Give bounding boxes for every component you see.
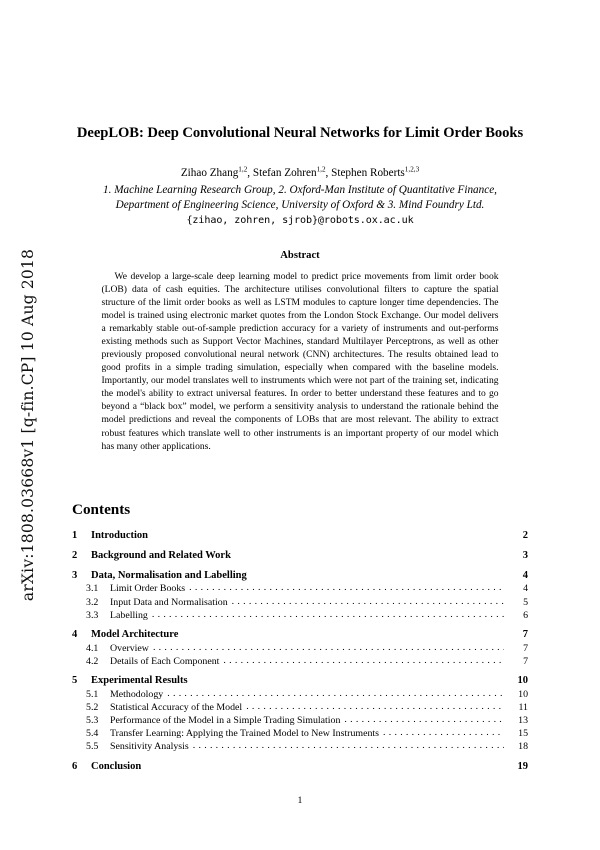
toc-entry-page: 19	[517, 760, 528, 772]
toc-entry-title: Limit Order Books	[110, 583, 186, 595]
toc-entry-number: 5.5	[86, 741, 99, 753]
author-separator: ,	[247, 167, 253, 180]
toc-entry-title: Labelling	[110, 609, 148, 621]
toc-entry-page: 10	[517, 675, 528, 687]
affiliation-line-1: 1. Machine Learning Research Group, 2. Oxford-Man Institute of Quantitative Finance,	[103, 183, 497, 196]
author-affil-marks: 1,2	[316, 165, 326, 174]
arxiv-identifier-stamp	[0, 0, 56, 850]
toc-leader-dots	[223, 656, 504, 666]
toc-row-subsection[interactable]	[60, 703, 528, 713]
toc-row-section[interactable]	[60, 531, 528, 542]
author-entry	[253, 167, 326, 179]
author-name: Stephen Roberts	[331, 167, 405, 180]
toc-entry-page: 2	[522, 529, 528, 541]
toc-entry-page: 7	[523, 655, 528, 667]
toc-entry-number: 5.3	[86, 715, 99, 727]
toc-entry-page: 10	[518, 688, 528, 700]
toc-entry-title: Details of Each Component	[110, 655, 220, 667]
toc-entry-page: 4	[523, 583, 528, 595]
toc-entry-number: 5.1	[86, 688, 99, 700]
toc-entry-page: 4	[522, 569, 528, 581]
toc-row-subsection[interactable]	[60, 729, 528, 739]
toc-row-section[interactable]	[60, 762, 528, 773]
affiliation-line-2: Department of Engineering Science, University of Oxford & 3. Mind Foundry Ltd.	[115, 198, 485, 211]
toc-entry-number: 3.2	[86, 596, 99, 608]
toc-row-section[interactable]	[60, 676, 528, 687]
toc-row-section[interactable]	[60, 571, 528, 582]
title-block	[60, 0, 540, 226]
author-affil-marks: 1,2,3	[404, 165, 420, 174]
toc-entry-number: 4	[72, 629, 78, 640]
toc-entry-title: Input Data and Normalisation	[110, 596, 228, 608]
toc-row-subsection[interactable]	[60, 598, 528, 608]
toc-entry-page: 13	[518, 715, 528, 727]
toc-entry-title: Experimental Results	[91, 675, 188, 687]
page-title: DeepLOB: Deep Convolutional Neural Networks for Limit Order Books	[76, 124, 524, 141]
toc-row-subsection[interactable]	[60, 742, 528, 752]
toc-entry-number: 3	[72, 569, 78, 581]
toc-row-subsection[interactable]	[60, 657, 528, 667]
toc-entry-title: Sensitivity Analysis	[110, 741, 189, 753]
toc-entry-number: 5	[72, 675, 78, 687]
toc-entry-page: 3	[522, 549, 528, 561]
toc-entry-page: 11	[518, 701, 528, 713]
toc-leader-dots	[152, 610, 504, 620]
toc-leader-dots	[246, 702, 504, 712]
toc-leader-dots	[344, 715, 504, 725]
author-affil-marks: 1,2	[238, 165, 248, 174]
toc-entry-number: 3.3	[86, 609, 99, 621]
toc-entry-title: Introduction	[91, 529, 148, 541]
toc-row-subsection[interactable]	[60, 584, 528, 594]
toc-entry-title: Model Architecture	[91, 629, 179, 640]
toc-entry-number: 2	[72, 549, 78, 561]
toc-entry-number: 4.2	[86, 655, 99, 667]
toc-row-subsection[interactable]	[60, 611, 528, 621]
toc-entry-title: Performance of the Model in a Simple Trading Simulation	[110, 715, 341, 727]
toc-row-section[interactable]	[60, 551, 528, 562]
toc-entry-number: 4.1	[86, 642, 99, 654]
toc-row-subsection[interactable]	[60, 716, 528, 726]
toc-entry-page: 7	[523, 642, 528, 654]
abstract-heading: Abstract	[280, 249, 320, 261]
toc-entry-title: Data, Normalisation and Labelling	[91, 569, 247, 581]
contact-email: {zihao, zohren, sjrob}@robots.ox.ac.uk	[186, 214, 414, 226]
toc-entry-title: Methodology	[110, 688, 164, 700]
arxiv-stamp-text: arXiv:1808.03668v1 [q-fin.CP] 10 Aug 2018	[19, 248, 37, 602]
toc-entry-list	[60, 531, 528, 772]
toc-entry-title: Overview	[110, 642, 149, 654]
abstract-body: We develop a large-scale deep learning model to predict price movements from limit order book (LOB) data of cash equities. The architecture utilises convolutional filters to capture the spatial structure of the limit order books as well as LSTM modules to capture longer time dependencies. The model is trained using electronic market quotes from the London Stock Exchange. Our model delivers a remarkably stable out-of-sample prediction accuracy for a variety of instruments and out-performs existing methods such as Support Vector Machines, standard Multilayer Perceptrons, as well as other previously proposed convolutional neural network (CNN) architectures. The results obtained lead to good profits in a simple trading simulation, especially when compared with the baseline models. Importantly, our model translates well to instruments which were not part of the training set, indicating the model's ability to extract universal features. In order to better understand these features and to go beyond a “black box” model, we perform a sensitivity analysis to understand the rationale behind the model predictions and reveal the components of LOBs that are most relevant. The ability to extract robust features which translate well to other instruments is an important property of our model which has many other applications.	[101, 271, 499, 452]
table-of-contents	[60, 462, 540, 772]
toc-entry-title: Transfer Learning: Applying the Trained Model to New Instruments	[110, 728, 379, 740]
toc-row-subsection[interactable]	[60, 690, 528, 700]
toc-entry-page: 6	[523, 609, 528, 621]
toc-leader-dots	[193, 741, 504, 751]
toc-entry-page: 15	[518, 728, 528, 740]
toc-entry-page: 7	[522, 629, 528, 640]
toc-leader-dots	[153, 643, 504, 653]
toc-entry-title: Background and Related Work	[91, 549, 231, 561]
author-entry	[181, 167, 247, 179]
toc-entry-number: 6	[72, 760, 78, 772]
toc-row-section[interactable]	[60, 630, 528, 641]
author-list	[60, 166, 540, 181]
toc-leader-dots	[232, 597, 504, 607]
paper-page	[60, 0, 540, 850]
author-name: Stefan Zohren	[252, 167, 317, 180]
author-entry	[331, 167, 419, 179]
toc-leader-dots	[167, 689, 504, 699]
toc-row-subsection[interactable]	[60, 644, 528, 654]
toc-entry-number: 1	[72, 529, 78, 541]
author-separator: ,	[325, 167, 332, 180]
toc-leader-dots	[189, 583, 504, 593]
toc-entry-page: 5	[523, 596, 528, 608]
abstract-section	[102, 226, 499, 453]
toc-entry-number: 5.2	[86, 701, 99, 713]
page-number-footer: 1	[297, 795, 303, 806]
toc-leader-dots	[383, 728, 504, 738]
contents-heading: Contents	[72, 500, 131, 518]
toc-entry-title: Conclusion	[91, 760, 142, 772]
toc-entry-title: Statistical Accuracy of the Model	[110, 701, 243, 713]
toc-entry-page: 18	[518, 741, 528, 753]
author-name: Zihao Zhang	[180, 167, 239, 180]
toc-entry-number: 5.4	[86, 728, 99, 740]
toc-entry-number: 3.1	[86, 583, 99, 595]
